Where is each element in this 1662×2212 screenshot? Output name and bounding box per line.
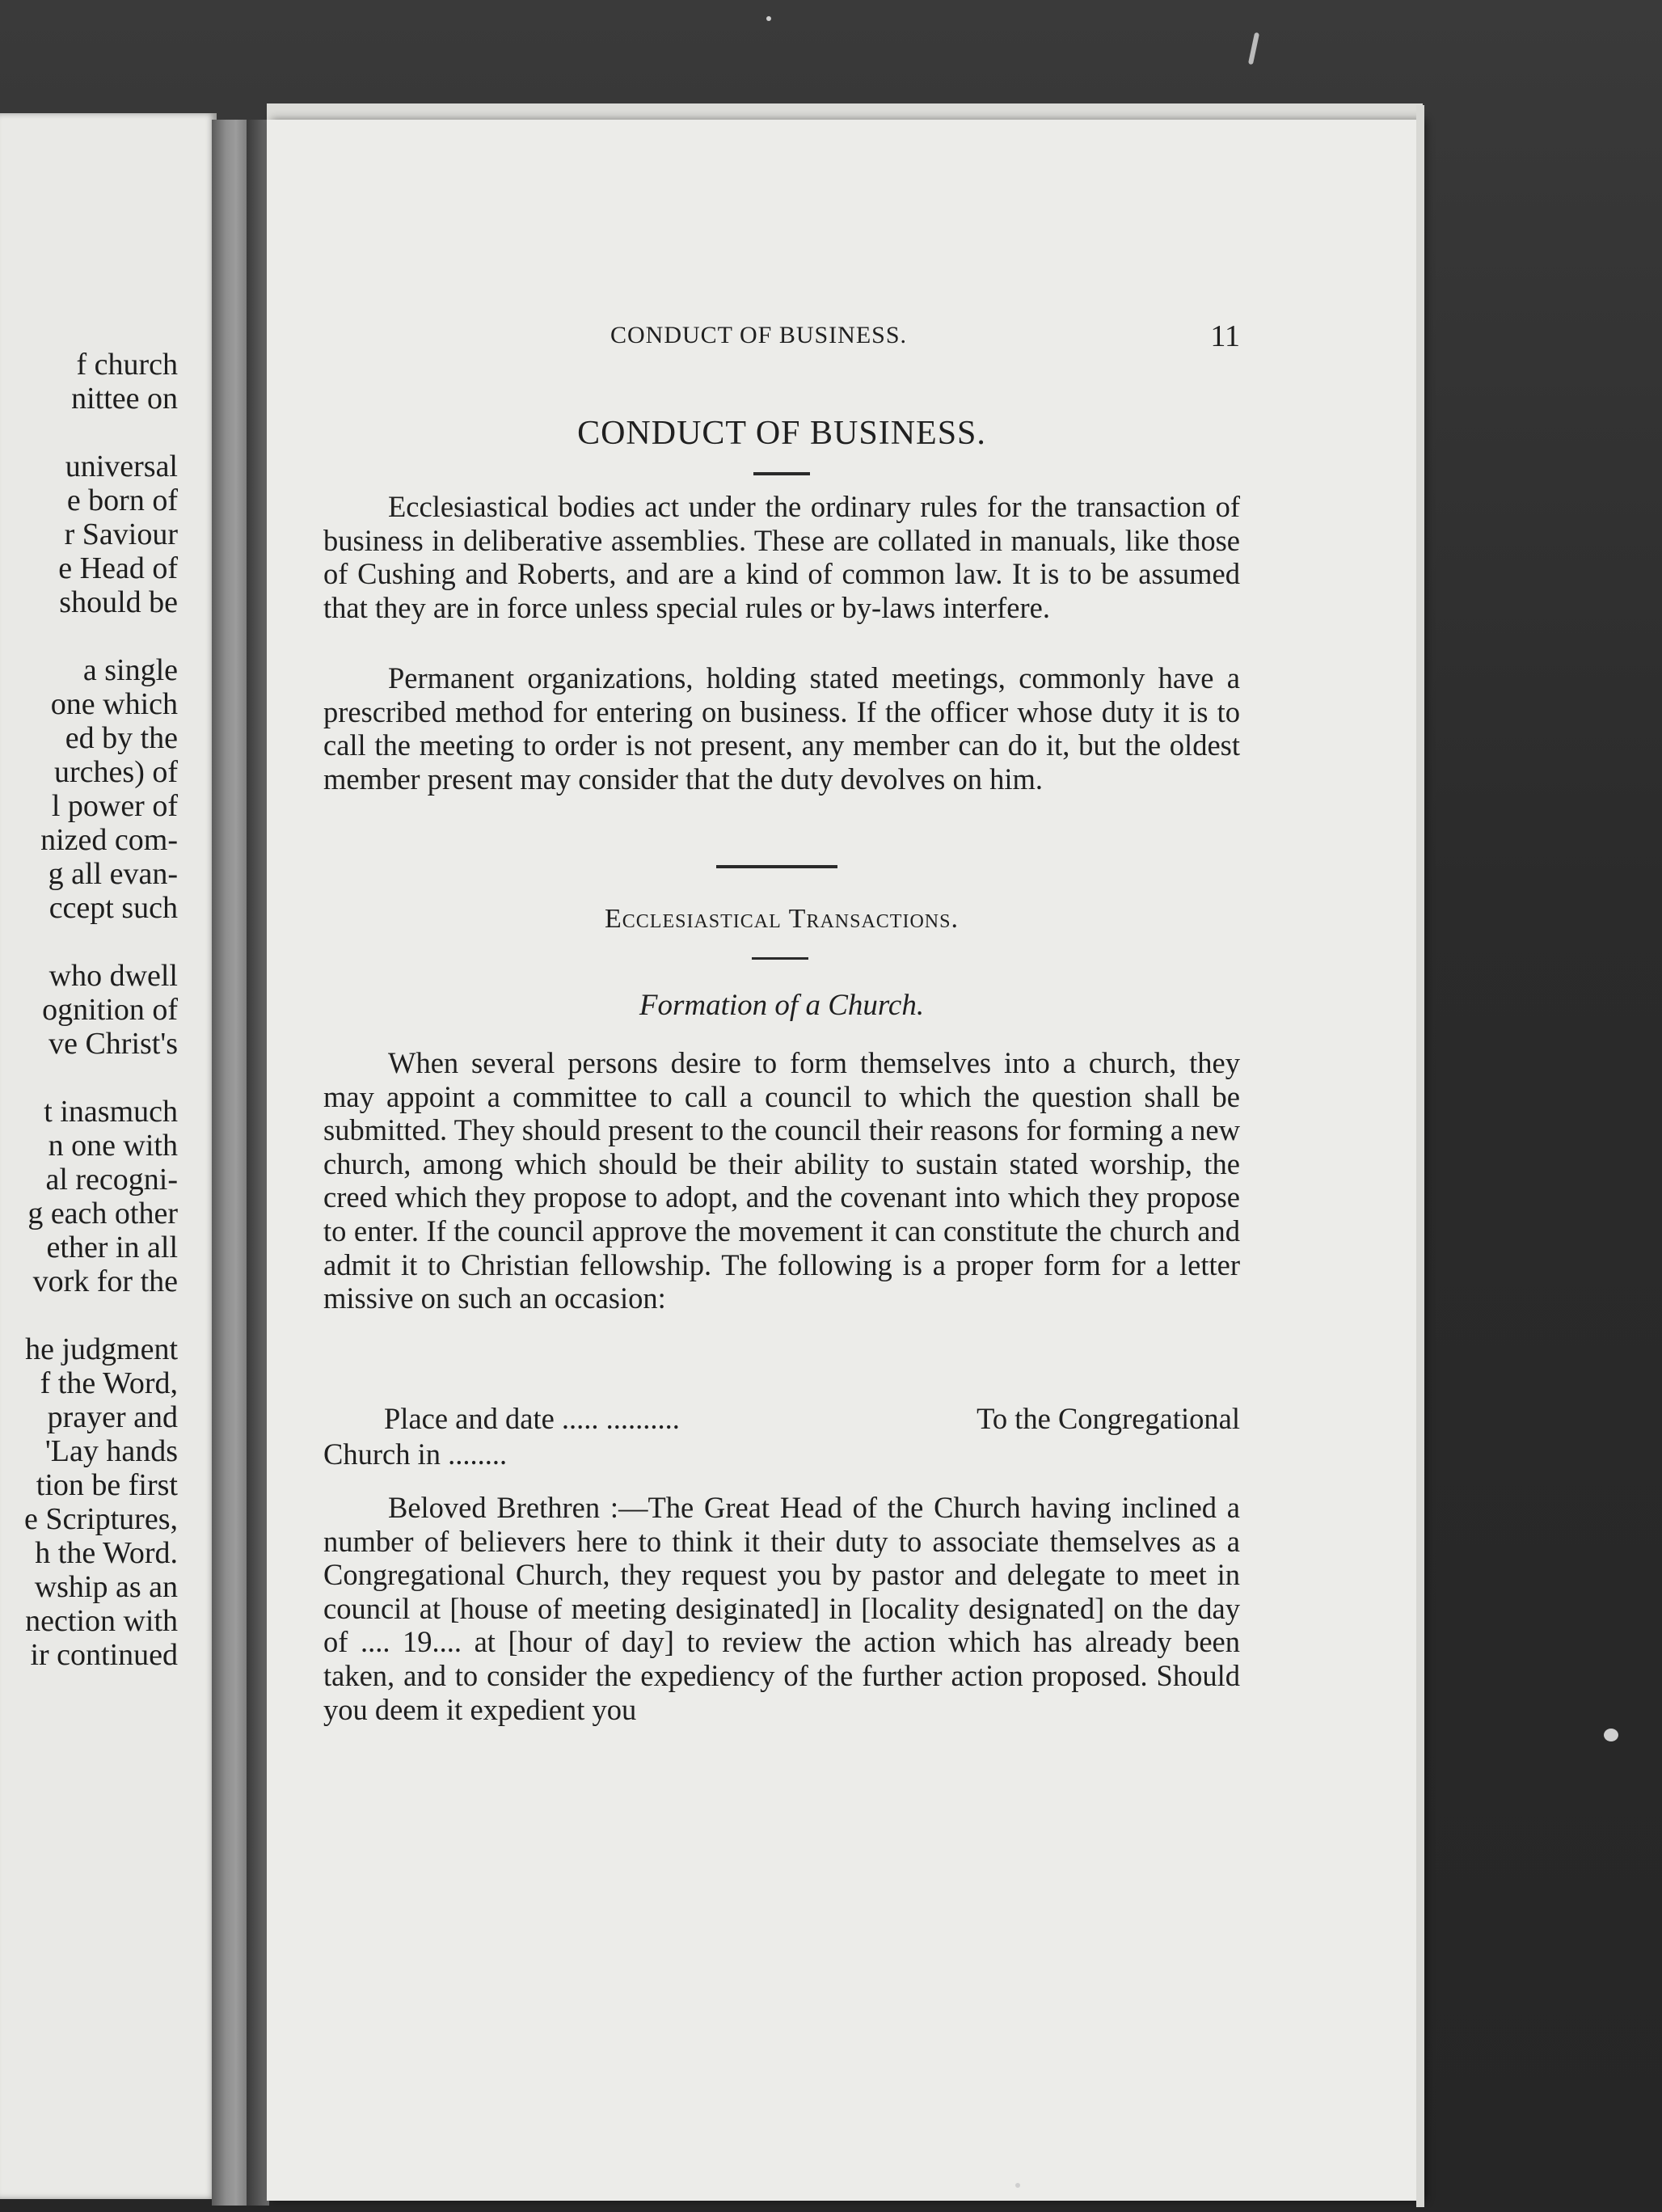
left-page-fragment: e born of <box>66 483 178 517</box>
dust-speck <box>1015 2183 1020 2188</box>
left-page-fragment: who dwell <box>49 959 178 993</box>
section-heading: Ecclesiastical Transactions. <box>605 904 959 934</box>
left-page-fragment: nized com- <box>40 823 178 857</box>
left-page-fragment: ether in all <box>46 1231 178 1264</box>
form-line-church: Church in ........ <box>323 1437 508 1471</box>
left-page-fragment: ed by the <box>65 721 178 755</box>
left-page-fragment: nittee on <box>71 382 178 416</box>
paragraph: When several persons desire to form themselves into a church, they may appoint a committee to call a council to which the question shall be submitted. They should present to the council their reasons for forming a new church, among which should be their ability to sustain stated worship, the creed which they propose to adopt, and the covenant into which they propose to enter. If the council approve the movement it can constitute the church and admit it to Christian fellowship. The following is a proper form for a letter missive on such an occasion: <box>323 1046 1240 1315</box>
left-page-fragment: n one with <box>48 1129 178 1163</box>
left-page-fragment: f church <box>76 348 178 382</box>
left-page-fragment: f the Word, <box>40 1366 178 1400</box>
chapter-title: CONDUCT OF BUSINESS. <box>577 415 986 452</box>
gutter-shadow <box>247 120 269 2206</box>
dust-speck <box>766 16 771 21</box>
left-page-fragment: 'Lay hands <box>44 1434 178 1468</box>
left-page-fragment: h the Word. <box>35 1536 178 1570</box>
paragraph: Ecclesiastical bodies act under the ordinary rules for the transaction of business in deliberative assemblies. These are collated in manuals, like those of Cushing and Roberts, and are a kind of common law. It is to be assumed that they are in force unless special rules or by-laws interfere. <box>323 490 1240 624</box>
left-page-fragment: t inasmuch <box>44 1095 178 1129</box>
left-page-fragment: ir continued <box>30 1638 178 1672</box>
left-page-fragment: he judgment <box>25 1332 178 1366</box>
left-page-fragment: r Saviour <box>64 517 178 551</box>
left-page-fragment: tion be first <box>36 1468 178 1502</box>
left-page <box>0 113 217 2199</box>
left-page-fragment: urches) of <box>54 755 178 789</box>
paragraph: Beloved Brethren :—The Great Head of the Church having inclined a number of believers here to think it their duty to associate themselves as a Congregational Church, they request you by pastor and delegate to meet in council at [house of meeting desiginated] in [locality designated] on the day of .... 19.... at [hour of day] to review the action which has already been taken, and to consider the expediency of the further action proposed. Should you deem it expedient you <box>323 1491 1240 1726</box>
left-page-fragment: prayer and <box>47 1400 178 1434</box>
left-page-fragment: vork for the <box>32 1264 178 1298</box>
left-page-fragment: should be <box>59 585 178 619</box>
left-page-fragment: e Scriptures, <box>24 1502 178 1536</box>
left-page-fragment: e Head of <box>58 551 178 585</box>
left-page-fragment: a single <box>82 653 178 687</box>
page-top-edge <box>267 103 1423 121</box>
left-page-fragment: ognition of <box>42 993 178 1027</box>
dust-speck <box>1604 1729 1618 1741</box>
form-recipient: To the Congregational <box>977 1402 1240 1435</box>
left-page-fragment: wship as an <box>34 1570 178 1604</box>
page-edge <box>1416 105 1424 2207</box>
running-head-title: CONDUCT OF BUSINESS. <box>610 322 908 348</box>
form-place-date: Place and date ..... .......... <box>384 1402 680 1435</box>
title-rule <box>753 472 810 475</box>
section-heading-rule <box>752 957 808 960</box>
page-number: 11 <box>1210 319 1240 353</box>
left-page-fragment: ve Christ's <box>49 1027 178 1061</box>
left-page-fragment: one which <box>50 687 178 721</box>
subsection-heading: Formation of a Church. <box>639 989 925 1022</box>
left-page-fragment: g each other <box>27 1197 178 1231</box>
left-page-fragment: al recogni- <box>45 1163 178 1197</box>
paragraph: Permanent organizations, holding stated meetings, commonly have a prescribed method for entering on business. If the officer whose duty it is to call the meeting to order is not present, any member can do it, but the oldest member present may consider that the duty devolves on him. <box>323 661 1240 796</box>
left-page-fragment: l power of <box>51 789 178 823</box>
left-page-fragment: universal <box>65 450 178 483</box>
left-page-fragment: nection with <box>25 1604 178 1638</box>
left-page-fragment: ccept such <box>49 891 178 925</box>
running-head <box>323 319 1240 362</box>
section-rule <box>716 865 837 868</box>
left-page-fragment: g all evan- <box>48 857 178 891</box>
